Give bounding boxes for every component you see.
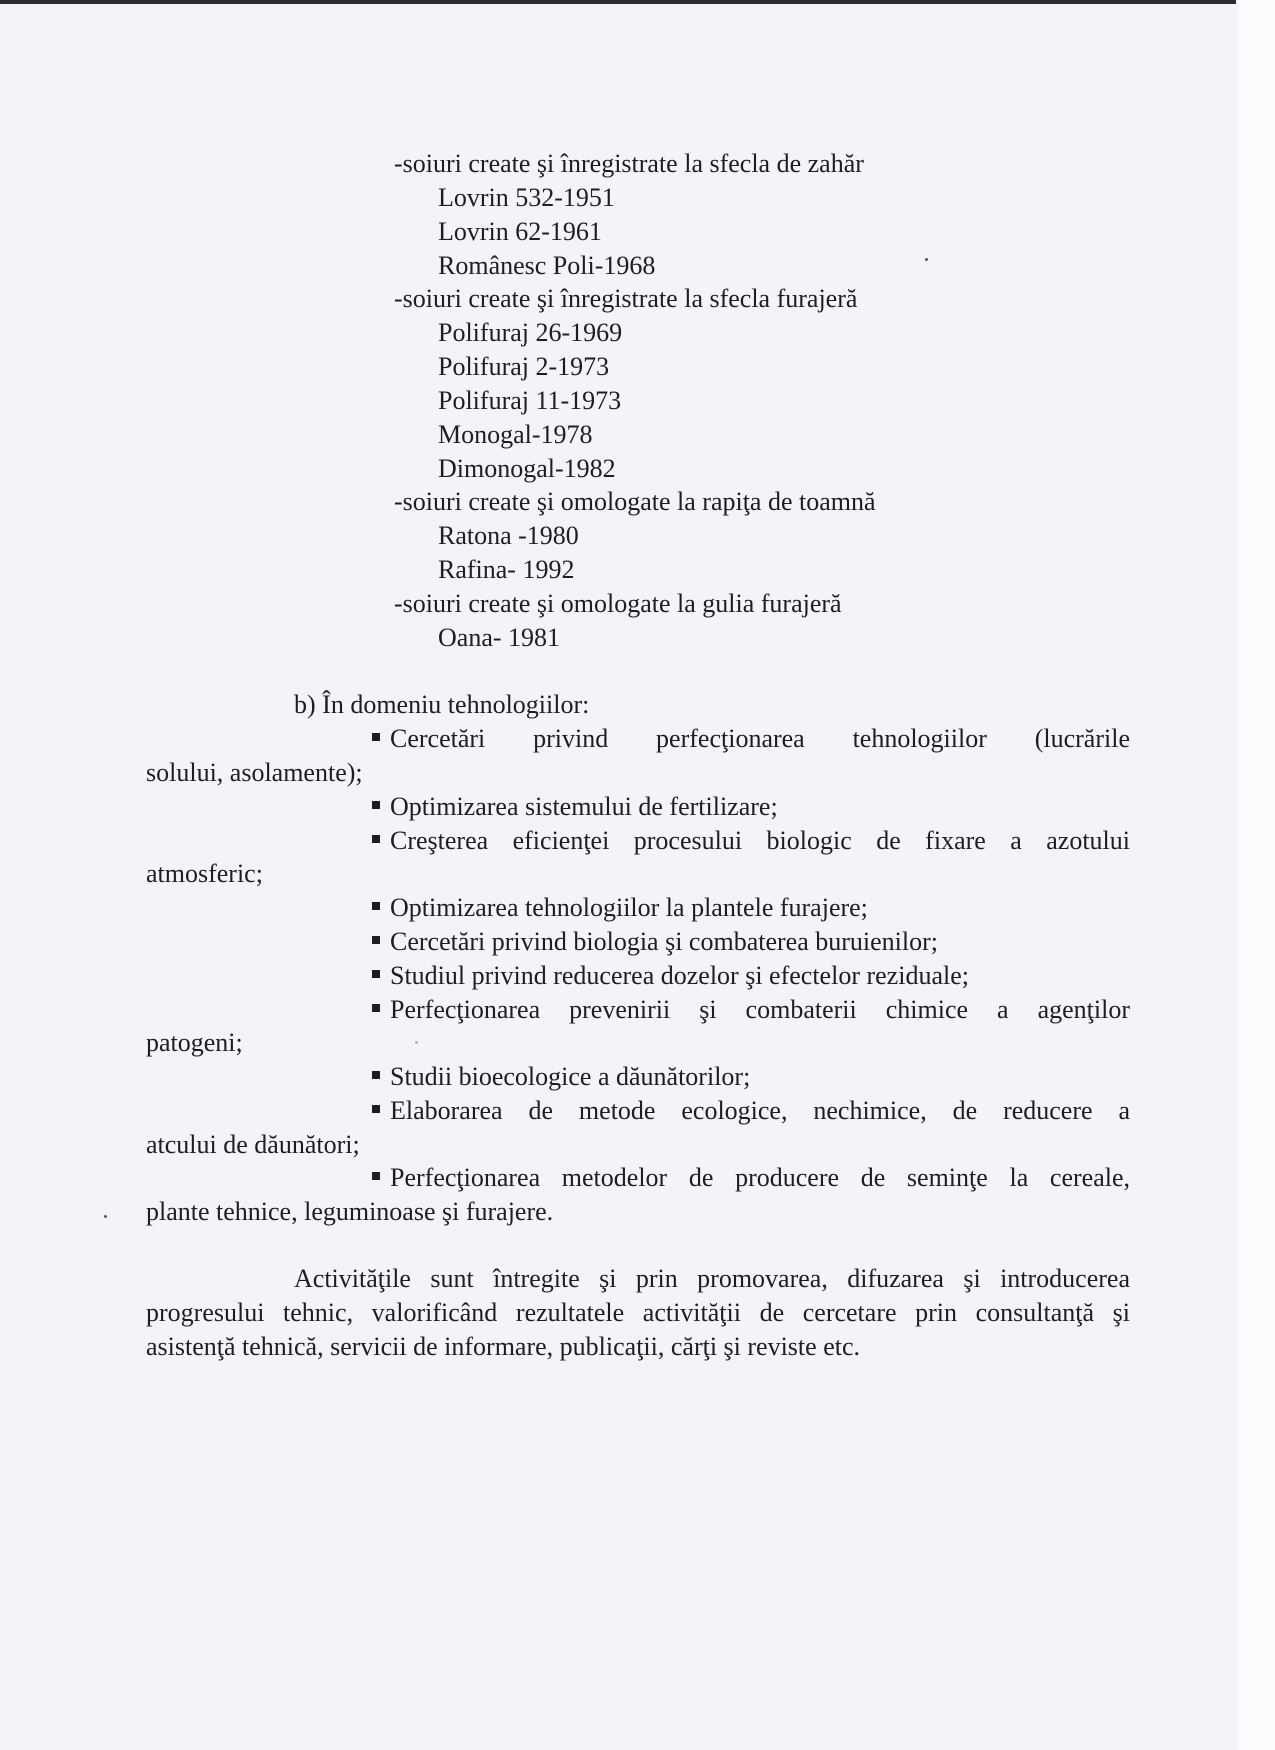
variety-item: Polifuraj 11-1973 — [438, 386, 622, 415]
bullet-square-icon — [372, 835, 380, 843]
bullet-square-icon — [372, 1105, 380, 1113]
variety-item: Polifuraj 2-1973 — [438, 352, 610, 381]
bullet-square-icon — [372, 902, 380, 910]
bullet-item — [372, 1094, 1130, 1128]
variety-item: Oana- 1981 — [438, 623, 561, 652]
bullet-item — [372, 824, 1130, 858]
variety-heading-sugar-beet: -soiuri create şi înregistrate la sfecla de zahăr — [394, 149, 864, 178]
variety-item: Monogal-1978 — [438, 420, 593, 449]
bullet-square-icon — [372, 1071, 380, 1079]
bullet-item — [372, 993, 1130, 1027]
bullet-continuation: atmosferic; — [146, 859, 263, 888]
variety-heading-fodder-beet: -soiuri create şi înregistrate la sfecla furajeră — [394, 284, 858, 313]
scan-speck — [925, 258, 928, 261]
bullet-text: Creşterea eficienţei procesului biologic de fixare a azotului — [390, 826, 1130, 855]
variety-item: Lovrin 532-1951 — [438, 183, 615, 212]
paragraph-line: Activităţile sunt întregite şi prin promovarea, difuzarea şi introducerea — [294, 1264, 1130, 1293]
bullet-item — [372, 790, 1130, 824]
paragraph-line: progresului tehnic, valorificând rezultatele activităţii de cercetare prin consultanţă şi — [146, 1298, 1130, 1327]
bullet-item — [372, 722, 1130, 756]
paragraph-line: asistenţă tehnică, servicii de informare, publicaţii, cărţi şi reviste etc. — [146, 1332, 860, 1361]
variety-heading-fodder-kohlrabi: -soiuri create şi omologate la gulia furajeră — [394, 589, 842, 618]
bullet-square-icon — [372, 1172, 380, 1180]
bullet-continuation: solului, asolamente); — [146, 758, 363, 787]
variety-item: Ratona -1980 — [438, 521, 579, 550]
variety-item: Românesc Poli-1968 — [438, 251, 656, 280]
bullet-text: Optimizarea sistemului de fertilizare; — [390, 792, 778, 821]
bullet-text: Studii bioecologice a dăunătorilor; — [390, 1062, 751, 1091]
scan-speck — [415, 1041, 418, 1044]
scan-speck — [104, 1215, 107, 1218]
bullet-text: Perfecţionarea prevenirii şi combaterii chimice a agenţilor — [390, 995, 1130, 1024]
bullet-text: Studiul privind reducerea dozelor şi efectelor reziduale; — [390, 961, 969, 990]
variety-item: Rafina- 1992 — [438, 555, 575, 584]
variety-heading-rapeseed: -soiuri create şi omologate la rapiţa de toamnă — [394, 487, 876, 516]
bullet-continuation: atcului de dăunători; — [146, 1130, 360, 1159]
bullet-text: Cercetări privind perfecţionarea tehnologiilor (lucrările — [390, 724, 1130, 753]
bullet-continuation: plante tehnice, leguminoase şi furajere. — [146, 1197, 554, 1226]
bullet-text: Cercetări privind biologia şi combaterea buruienilor; — [390, 927, 938, 956]
bullet-text: Elaborarea de metode ecologice, nechimice, de reducere a — [390, 1096, 1130, 1125]
bullet-square-icon — [372, 1004, 380, 1012]
variety-item: Dimonogal-1982 — [438, 454, 616, 483]
bullet-item — [372, 891, 1130, 925]
section-heading-technologies: b) În domeniu tehnologiilor: — [294, 690, 590, 719]
bullet-item — [372, 959, 1130, 993]
bullet-continuation: patogeni; — [146, 1028, 243, 1057]
bullet-item — [372, 1060, 1130, 1094]
bullet-square-icon — [372, 936, 380, 944]
variety-item: Lovrin 62-1961 — [438, 217, 602, 246]
bullet-item — [372, 1161, 1130, 1195]
bullet-square-icon — [372, 970, 380, 978]
bullet-square-icon — [372, 801, 380, 809]
bullet-square-icon — [372, 733, 380, 741]
bullet-text: Optimizarea tehnologiilor la plantele furajere; — [390, 893, 868, 922]
bullet-item — [372, 925, 1130, 959]
variety-item: Polifuraj 26-1969 — [438, 318, 623, 347]
bullet-text: Perfecţionarea metodelor de producere de seminţe la cereale, — [390, 1163, 1130, 1192]
